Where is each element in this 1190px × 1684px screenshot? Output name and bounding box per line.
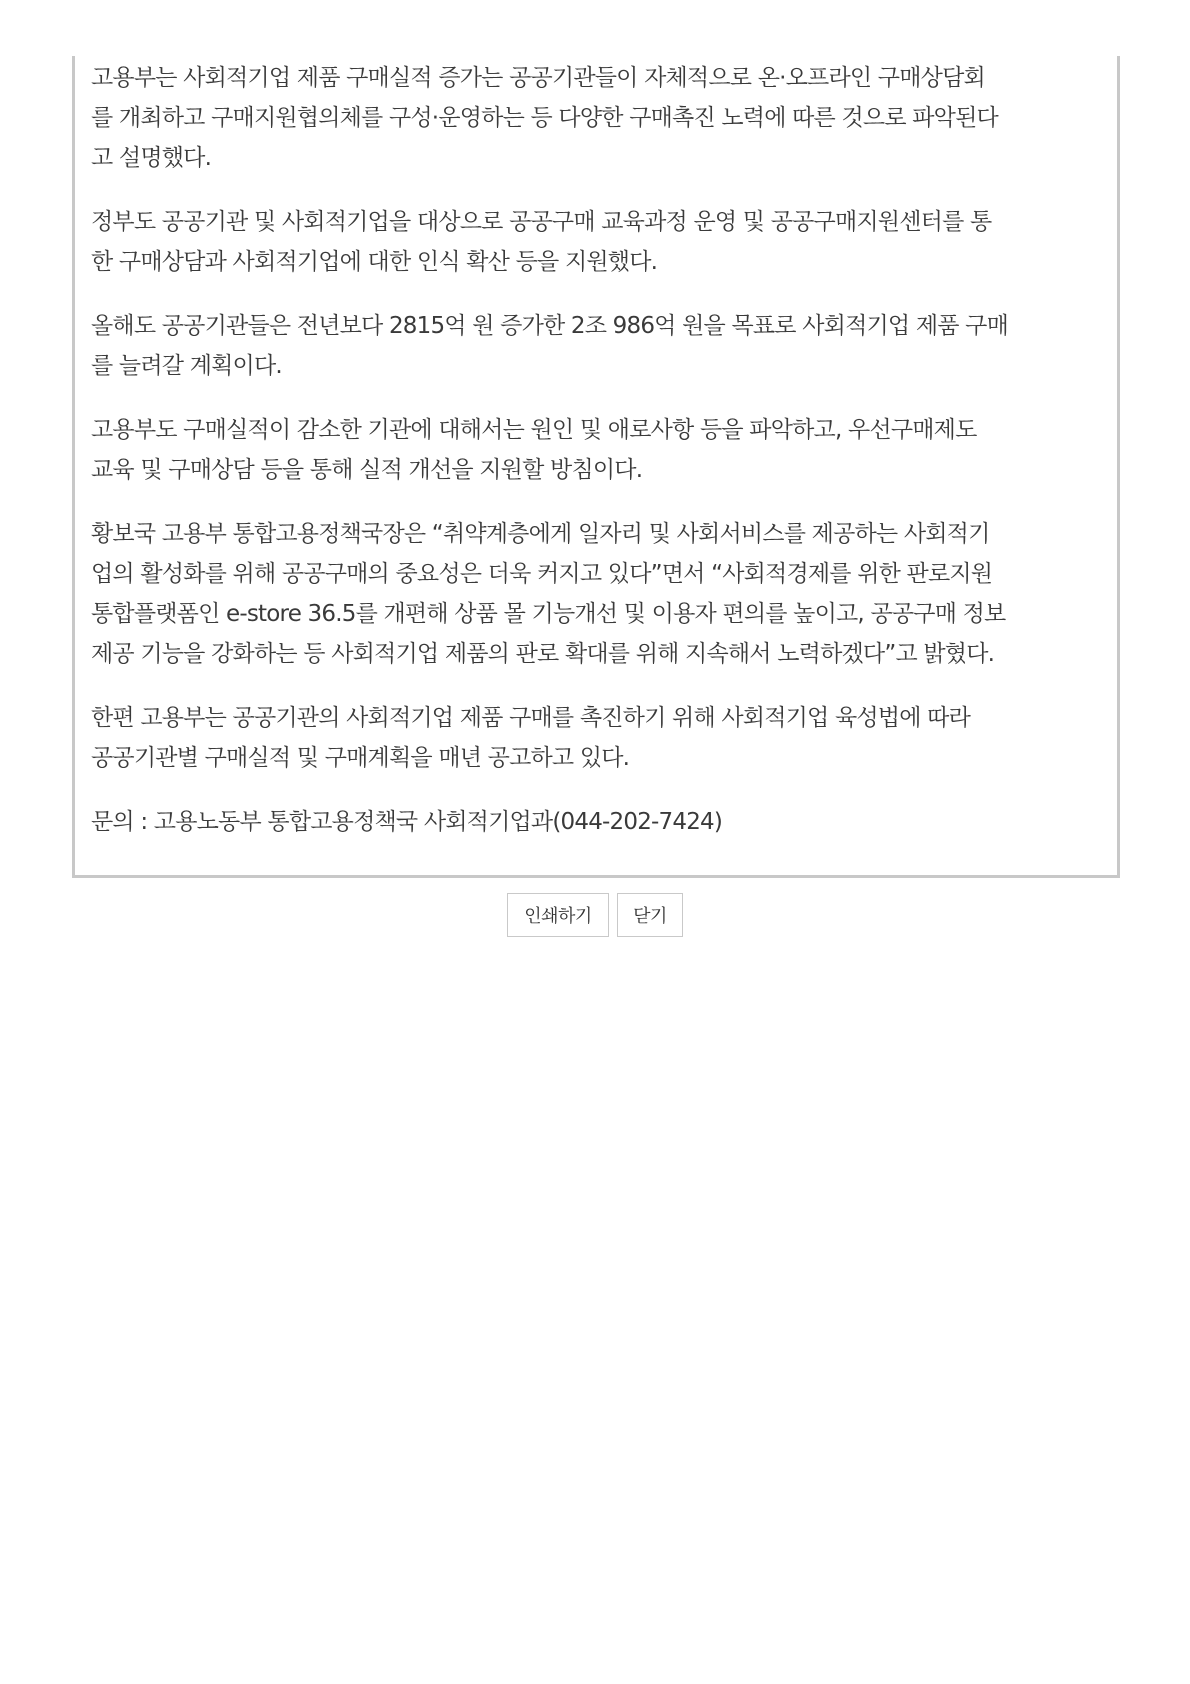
article-paragraph: 한편 고용부는 공공기관의 사회적기업 제품 구매를 촉진하기 위해 사회적기업 육성법에 따라 공공기관별 구매실적 및 구매계획을 매년 공고하고 있다. — [91, 705, 970, 771]
article-paragraph: 올해도 공공기관들은 전년보다 2815억 원 증가한 2조 986억 원을 목표로 사회적기업 제품 구매 를 늘려갈 계획이다. — [91, 313, 1009, 379]
contact-info: 문의 : 고용노동부 통합고용정책국 사회적기업과(044-202-7424) — [91, 809, 723, 835]
article-paragraph: 정부도 공공기관 및 사회적기업을 대상으로 공공구매 교육과정 운영 및 공공구매지원센터를 통 한 구매상담과 사회적기업에 대한 인식 확산 등을 지원했다. — [91, 209, 992, 275]
close-button[interactable]: 닫기 — [617, 893, 683, 937]
article-paragraph: 황보국 고용부 통합고용정책국장은 “취약계층에게 일자리 및 사회서비스를 제공하는 사회적기 업의 활성화를 위해 공공구매의 중요성은 더욱 커지고 있다”면서 “사회적경제를 위한 판로지원 통합플랫폼인 e-store 36.5를 개편해 상품 몰 기능개선 및 이용자 편의를 높이고, 공공구매 정보 제공 기능을 강화하는 등 사회적기업 제품의 판로 확대를 위해 지속해서 노력하겠다”고 밝혔다. — [91, 521, 1006, 667]
article-body — [72, 56, 1120, 878]
action-buttons — [0, 893, 1190, 937]
article-paragraph: 고용부는 사회적기업 제품 구매실적 증가는 공공기관들이 자체적으로 온·오프라인 구매상담회 를 개최하고 구매지원협의체를 구성·운영하는 등 다양한 구매촉진 노력에 따른 것으로 파악된다 고 설명했다. — [91, 65, 998, 171]
print-button[interactable]: 인쇄하기 — [507, 893, 609, 937]
article-paragraph: 고용부도 구매실적이 감소한 기관에 대해서는 원인 및 애로사항 등을 파악하고, 우선구매제도 교육 및 구매상담 등을 통해 실적 개선을 지원할 방침이다. — [91, 417, 977, 483]
